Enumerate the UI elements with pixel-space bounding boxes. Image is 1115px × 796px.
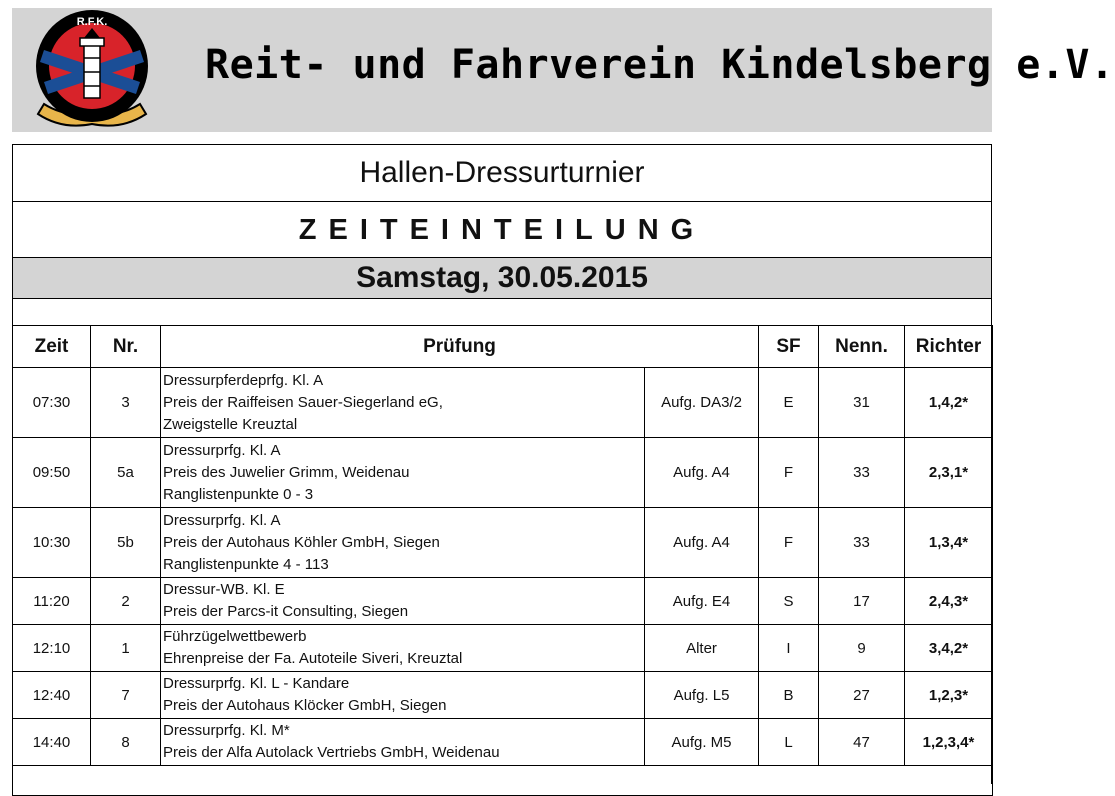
col-nenn: Nenn.	[819, 326, 905, 368]
header-row	[13, 326, 993, 368]
cell-zeit: 10:30	[13, 508, 91, 578]
cell-pruefung	[161, 368, 645, 438]
cell-aufgabe: Aufg. DA3/2	[645, 368, 759, 438]
cell-sf: I	[759, 625, 819, 672]
cell-nr: 2	[91, 578, 161, 625]
cell-pruefung	[161, 719, 645, 766]
cell-pruefung	[161, 578, 645, 625]
cell-richter: 1,4,2*	[905, 368, 993, 438]
col-zeit: Zeit	[13, 326, 91, 368]
club-name: Reit- und Fahrverein Kindelsberg e.V.	[205, 42, 1115, 88]
cell-nenn: 33	[819, 508, 905, 578]
table-row-empty	[13, 766, 993, 796]
cell-pruefung	[161, 438, 645, 508]
cell-aufgabe: Aufg. A4	[645, 508, 759, 578]
cell-sf: F	[759, 438, 819, 508]
pruefung-sponsor: Preis der Autohaus Klöcker GmbH, Siegen	[163, 697, 447, 714]
pruefung-sponsor: Preis des Juwelier Grimm, Weidenau	[163, 463, 410, 481]
pruefung-sponsor: Preis der Raiffeisen Sauer-Siegerland eG,	[163, 393, 443, 411]
cell-zeit: 11:20	[13, 578, 91, 625]
pruefung-name: Dressurprfg. Kl. A	[163, 511, 281, 529]
cell-pruefung	[161, 625, 645, 672]
pruefung-sponsor: Preis der Parcs-it Consulting, Siegen	[163, 603, 409, 620]
cell-pruefung	[161, 508, 645, 578]
pruefung-note: Ranglistenpunkte 4 - 113	[163, 555, 329, 573]
cell-zeit: 07:30	[13, 368, 91, 438]
club-logo-icon	[22, 6, 162, 134]
cell-aufgabe: Aufg. E4	[645, 578, 759, 625]
cell-aufgabe: Aufg. M5	[645, 719, 759, 766]
cell-aufgabe: Aufg. L5	[645, 672, 759, 719]
cell-zeit: 09:50	[13, 438, 91, 508]
pruefung-name: Dressurprfg. Kl. L - Kandare	[163, 675, 350, 692]
cell-sf: L	[759, 719, 819, 766]
cell-zeit: 14:40	[13, 719, 91, 766]
cell-nr: 3	[91, 368, 161, 438]
col-nr: Nr.	[91, 326, 161, 368]
cell-nenn: 9	[819, 625, 905, 672]
pruefung-name: Führzügelwettbewerb	[163, 628, 307, 645]
table-row	[13, 719, 993, 766]
cell-nr: 7	[91, 672, 161, 719]
cell-nenn: 27	[819, 672, 905, 719]
cell-nr: 5a	[91, 438, 161, 508]
pruefung-name: Dressurprfg. Kl. M*	[163, 722, 290, 739]
table-row	[13, 438, 993, 508]
cell-nenn: 33	[819, 438, 905, 508]
cell-nr: 1	[91, 625, 161, 672]
col-sf: SF	[759, 326, 819, 368]
pruefung-note: Ranglistenpunkte 0 - 3	[163, 485, 314, 503]
cell-zeit: 12:10	[13, 625, 91, 672]
cell-zeit: 12:40	[13, 672, 91, 719]
cell-sf: E	[759, 368, 819, 438]
empty-cell	[13, 766, 993, 796]
pruefung-name: Dressurpferdeprfg. Kl. A	[163, 371, 324, 389]
cell-richter: 3,4,2*	[905, 625, 993, 672]
cell-nr: 5b	[91, 508, 161, 578]
cell-sf: S	[759, 578, 819, 625]
col-pruefung: Prüfung	[161, 326, 759, 368]
event-date: Samstag, 30.05.2015	[13, 258, 991, 299]
cell-richter: 2,4,3*	[905, 578, 993, 625]
cell-sf: F	[759, 508, 819, 578]
cell-aufgabe: Alter	[645, 625, 759, 672]
cell-nenn: 31	[819, 368, 905, 438]
cell-sf: B	[759, 672, 819, 719]
pruefung-sponsor: Ehrenpreise der Fa. Autoteile Siveri, Kreuztal	[163, 650, 463, 667]
table-row	[13, 672, 993, 719]
table-row	[13, 578, 993, 625]
schedule-heading: ZEITEINTEILUNG	[13, 202, 991, 258]
pruefung-note: Zweigstelle Kreuztal	[163, 415, 298, 433]
pruefung-sponsor: Preis der Autohaus Köhler GmbH, Siegen	[163, 533, 440, 551]
pruefung-name: Dressurprfg. Kl. A	[163, 441, 281, 459]
pruefung-name: Dressur-WB. Kl. E	[163, 581, 285, 598]
col-richter: Richter	[905, 326, 993, 368]
table-row	[13, 625, 993, 672]
cell-richter: 1,3,4*	[905, 508, 993, 578]
schedule-frame	[12, 144, 992, 784]
cell-richter: 1,2,3,4*	[905, 719, 993, 766]
cell-richter: 2,3,1*	[905, 438, 993, 508]
cell-nr: 8	[91, 719, 161, 766]
event-title: Hallen-Dressurturnier	[13, 145, 991, 202]
spacer-row	[13, 299, 991, 326]
cell-nenn: 17	[819, 578, 905, 625]
logo-lettering: R.F.K.	[76, 16, 108, 28]
schedule-table	[12, 325, 993, 796]
cell-richter: 1,2,3*	[905, 672, 993, 719]
cell-aufgabe: Aufg. A4	[645, 438, 759, 508]
cell-pruefung	[161, 672, 645, 719]
cell-nenn: 47	[819, 719, 905, 766]
table-row	[13, 508, 993, 578]
table-row	[13, 368, 993, 438]
pruefung-sponsor: Preis der Alfa Autolack Vertriebs GmbH, Weidenau	[163, 744, 500, 761]
